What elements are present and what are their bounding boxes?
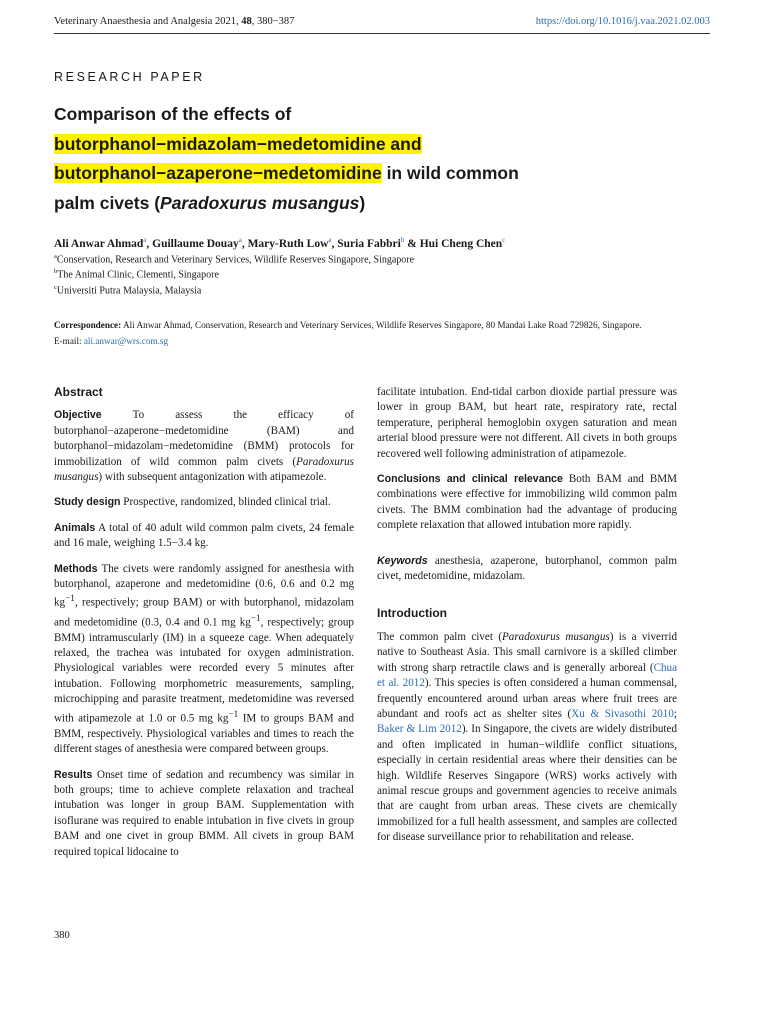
citation-link[interactable]: Chua et al. 2012 — [377, 661, 677, 690]
doi-link[interactable]: https://doi.org/10.1016/j.vaa.2021.02.003 — [535, 16, 710, 27]
correspondence-label: Correspondence: — [54, 320, 122, 330]
title-species: Paradoxurus musangus — [160, 192, 360, 213]
keywords-label: Keywords — [377, 554, 428, 567]
author-affiliation-mark[interactable]: c — [502, 236, 506, 244]
design-label: Study design — [54, 496, 121, 509]
correspondence-text: Ali Anwar Ahmad, Conservation, Research and Veterinary Services, Wildlife Reserves Singapore, 80 Mandai Lake Road 729826, Singapore. — [121, 320, 642, 330]
objective-label: Objective — [54, 409, 102, 422]
author-name[interactable]: Ali Anwar Ahmad — [54, 237, 144, 250]
correspondence-block — [54, 318, 714, 349]
methods-text-4: IM to groups BAM and BMM, respectively. Physiological variables and times to reach the different stages of anesthesia were compared between groups. — [54, 712, 355, 756]
intro-text: The common palm civet ( — [377, 630, 503, 643]
left-column — [54, 385, 354, 870]
author-affiliation-mark[interactable]: b — [400, 236, 405, 244]
author-name[interactable]: Guillaume Douay — [152, 237, 239, 250]
unit-exponent: −1 — [65, 594, 75, 605]
intro-text: ). This species is often considered a human commensal, frequently encountered around urban areas where fruit trees are abundant and roofs act as shelter sites ( — [377, 677, 677, 720]
affiliation-text: Universiti Putra Malaysia, Malaysia — [56, 285, 202, 297]
keywords — [377, 554, 677, 585]
journal-name: Veterinary Anaesthesia and Analgesia 2021, — [54, 16, 239, 27]
abstract-study-design — [54, 495, 354, 510]
affiliation — [54, 268, 219, 280]
author-affiliation-mark[interactable]: a — [328, 236, 332, 244]
affiliation-text: The Animal Clinic, Clementi, Singapore — [57, 269, 219, 281]
title-line-4-pre: palm civets ( — [54, 192, 161, 213]
results-label: Results — [54, 768, 93, 781]
objective-text: To assess the efficacy of butorphanol−azaperone−medetomidine (BAM) and butorphanol−midazolam−medetomidine (BMM) protocols for immobilization of wild common palm civets ( — [54, 409, 354, 468]
objective-text-end: ) with subsequent antagonization with atipamezole. — [98, 471, 327, 484]
abstract-animals — [54, 521, 354, 552]
citation-link[interactable]: Xu & Sivasothi 2010 — [571, 707, 674, 720]
design-text: Prospective, randomized, blinded clinical trial. — [120, 496, 331, 509]
abstract-methods — [54, 562, 354, 758]
author-name[interactable]: Suria Fabbri — [337, 237, 401, 250]
author-name[interactable]: Hui Cheng Chen — [419, 237, 503, 250]
email-link[interactable]: ali.anwar@wrs.com.sg — [83, 335, 169, 346]
keywords-text: anesthesia, azaperone, butorphanol, common palm civet, medetomidine, midazolam. — [377, 554, 677, 583]
author-separator: , — [146, 237, 153, 250]
journal-pages: , 380−387 — [251, 16, 295, 27]
title-line-4-post: ) — [359, 192, 366, 213]
journal-volume: 48 — [241, 16, 252, 27]
journal-citation — [54, 16, 294, 27]
author-list — [54, 236, 714, 250]
unit-exponent: −1 — [228, 709, 239, 720]
article-title — [54, 100, 694, 218]
introduction-heading: Introduction — [377, 606, 447, 621]
methods-label: Methods — [54, 562, 98, 575]
author-separator: & — [404, 237, 420, 250]
abstract-conclusions — [377, 472, 677, 534]
author-name[interactable]: Mary-Ruth Low — [247, 237, 329, 250]
intro-text: ). In Singapore, the civets are widely distributed and often implicated in human−wildlife conflict situations, especially in certain residential areas where their densities can be high. Wildlife Reserves Singapore (WRS) works actively with animal rescue groups and government agencies to receive animals that are caught from urban areas. These civets are chemically immobilized for a full health assessment, and samples are collected for disease surveillance prior to rehabilitation and release. — [377, 723, 677, 844]
affiliation-key: c — [54, 284, 57, 291]
title-line-3-rest: in wild common — [381, 163, 519, 183]
email-label: E-mail: — [54, 335, 84, 346]
abstract-results — [54, 768, 354, 860]
affiliation-key: b — [54, 268, 58, 275]
intro-text: ) is a viverrid native to Southeast Asia. This small carnivore is a skilled climber with strong sharp retractile claws and is generally arboreal ( — [377, 630, 677, 674]
author-separator: , — [331, 237, 338, 250]
introduction-paragraph — [377, 630, 677, 846]
unit-exponent: −1 — [250, 613, 261, 624]
intro-text: ; — [673, 707, 677, 720]
author-affiliation-mark[interactable]: a — [238, 236, 242, 244]
methods-text-2: , respectively; group BAM) or with butorphanol, midazolam and medetomidine (0.3, 0.4 and 0.1 mg kg — [54, 597, 354, 629]
conclusions-label: Conclusions and clinical relevance — [377, 473, 563, 486]
author-affiliation-mark[interactable]: a — [143, 236, 147, 244]
affiliation-text: Conservation, Research and Veterinary Services, Wildlife Reserves Singapore, Singapore — [56, 254, 415, 266]
conclusions-text: Both BAM and BMM combinations were effective for immobilizing wild common palm civets. The BMM combination had the advantage of producing complete relaxation that allowed intubation more rapidly. — [377, 473, 677, 532]
article-type: RESEARCH PAPER — [54, 70, 205, 84]
page-number: 380 — [54, 930, 70, 941]
right-column — [377, 385, 677, 856]
intro-species: Paradoxurus musangus — [502, 630, 610, 643]
affiliation-key: a — [54, 253, 57, 260]
author-separator: , — [241, 237, 248, 250]
abstract-heading: Abstract — [54, 385, 103, 399]
title-line-2-highlight: butorphanol−midazolam−medetomidine and — [54, 133, 422, 154]
affiliation — [54, 284, 201, 296]
abstract-results-continued: facilitate intubation. End-tidal carbon dioxide partial pressure was lower in group BAM, but heart rate, respiratory rate, rectal temperature, peripheral hemoglobin oxygen saturation and mean arterial blood pressure were not different. All civets in both groups recovered well following administration of atipamezole. — [377, 386, 677, 460]
results-text: Onset time of sedation and recumbency was similar in both groups; time to achieve complete relaxation and tracheal intubation was longer in group BAM. Supplementation with isoflurane was required to enable intubation in five civets in group BAM and one civet in group BMM. All civets in group BAM required topical lidocaine to — [54, 768, 354, 858]
affiliation — [54, 253, 414, 265]
title-line-1: Comparison of the effects of — [54, 104, 292, 124]
objective-species: Paradoxurus musangus — [54, 455, 354, 484]
animals-text: A total of 40 adult wild common palm civets, 24 female and 16 male, weighing 1.5−3.4 kg. — [54, 521, 354, 550]
header-divider — [54, 33, 710, 34]
citation-link[interactable]: Baker & Lim 2012 — [377, 723, 462, 736]
animals-label: Animals — [54, 521, 96, 534]
abstract-objective — [54, 408, 354, 485]
title-line-3-highlight: butorphanol−azaperone−medetomidine — [54, 163, 382, 183]
methods-text-1: The civets were randomly assigned for anesthesia with butorphanol, azaperone and medetomidine (0.6, 0.6 and 0.2 mg kg — [54, 562, 354, 610]
methods-text-3: , respectively; group BMM) intramuscularly (IM) in a squeeze cage. When adequately relaxed, the trachea was intubated for oxygen administration. Physiological variables were recorded every 5 minutes after intubation. Following morphometric measurements, sampling, microchipping and parasite treatment, medetomidine was reversed with atipamezole at 1.0 or 0.5 mg kg — [54, 616, 354, 725]
